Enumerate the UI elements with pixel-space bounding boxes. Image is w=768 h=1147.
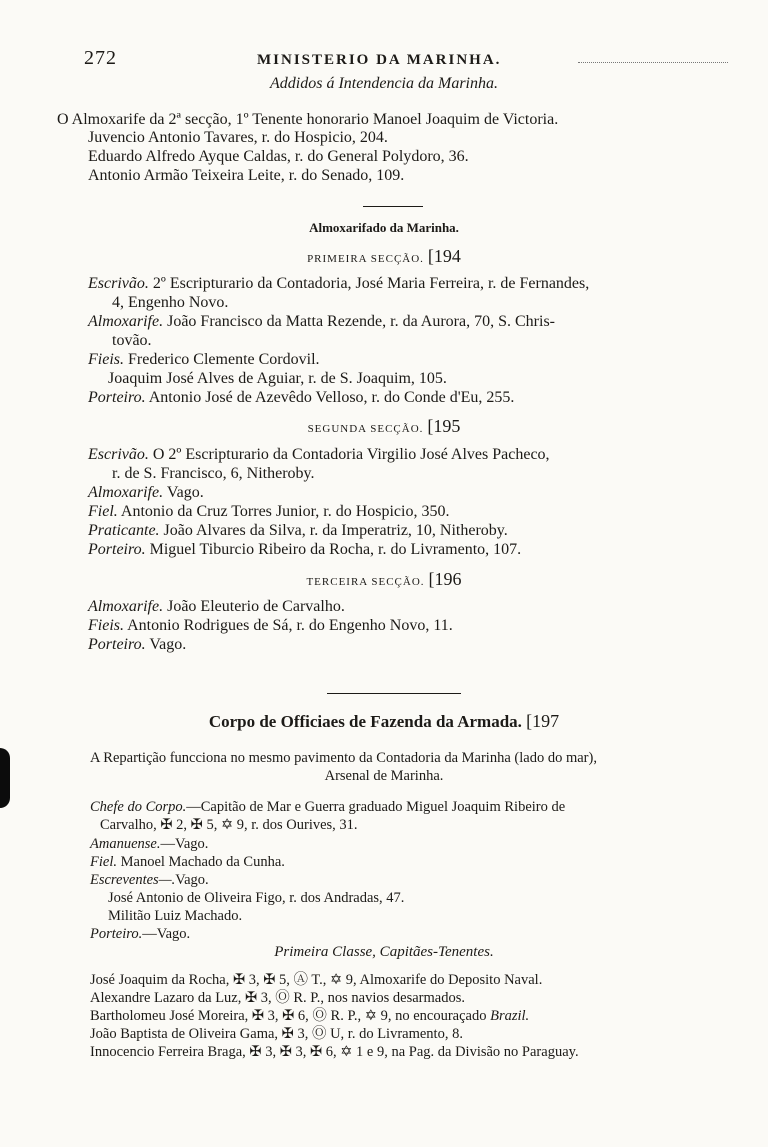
entry-text: —Vago. [142,926,191,942]
entry-line [88,635,186,655]
entry-text: Antonio José de Azevêdo Velloso, r. do Conde d'Eu, 255. [148,389,515,406]
corpo-intro: Arsenal de Marinha. [324,768,444,784]
entry-line [88,274,589,294]
porteiro-line [90,924,190,944]
adidos-heading: Addidos á Intendencia da Marinha. [270,75,498,92]
entry-label: Chefe do Corpo. [90,799,187,815]
entry-line [88,445,550,465]
entry-line [88,483,204,503]
escrevente-item: José Antonio de Oliveira Figo, r. dos Andradas, 47. [108,890,405,906]
seccao-ref: [196 [428,569,462,589]
entry-text: 2º Escripturario da Contadoria, José Maria Ferreira, r. de Fernandes, [152,275,590,292]
page-number: 272 [84,47,117,69]
running-title: MINISTERIO DA MARINHA. [257,52,502,68]
entry-line [88,616,453,636]
section-rule [327,693,461,694]
classe-entry: José Joaquim da Rocha, ✠ 3, ✠ 5, Ⓐ T., ✡ 9, Almoxarife do Deposito Naval. [90,972,543,988]
entry-text: João Alvares da Silva, r. da Imperatriz, 10, Nitheroby. [163,522,508,539]
seccao-title-text: TERCEIRA SECÇÃO. [306,576,425,588]
corpo-heading-line [0,711,768,732]
escrevente-item: Militão Luiz Machado. [108,908,243,924]
entry-line [88,597,345,617]
entry-label: Almoxarife. [88,598,164,615]
segunda-seccao-title [0,416,768,439]
fiel-line [90,852,285,872]
adidos-line: Eduardo Alfredo Ayque Caldas, r. do General Polydoro, 36. [88,148,469,165]
entry-text: —Vago. [160,836,209,852]
entry-line [88,312,555,332]
almoxarifado-heading: Almoxarifado da Marinha. [309,220,459,235]
entry-label: Fieis. [88,351,124,368]
classe-entry: Alexandre Lazaro da Luz, ✠ 3, Ⓞ R. P., nos navios desarmados. [90,990,465,1006]
primeira-seccao-title [0,246,768,269]
escreventes-line [90,870,209,890]
entry-line [88,502,449,522]
classe-entry [90,1006,529,1026]
terceira-seccao-title [0,569,768,592]
classe-heading: Primeira Classe, Capitães-Tenentes. [274,944,494,960]
entry-text: Vago. [166,484,204,501]
entry-line [88,521,508,541]
corpo-ref: [197 [526,711,560,731]
entry-label: Escrivão. [88,275,149,292]
entry-label: Escrivão. [88,446,149,463]
entry-label: Fiel. [90,854,117,870]
adidos-line: Antonio Armão Teixeira Leite, r. do Senado, 109. [88,167,405,184]
entry-line [88,388,514,408]
entry-label: Almoxarife. [88,313,164,330]
seccao-title-text: PRIMEIRA SECÇÃO. [307,253,424,265]
entry-label: Porteiro. [90,926,143,942]
entry-continuation: Carvalho, ✠ 2, ✠ 5, ✡ 9, r. dos Ourives, 31. [100,817,358,833]
entry-label: Porteiro. [88,636,146,653]
entry-text: Miguel Tiburcio Ribeiro da Rocha, r. do Livramento, 107. [149,541,522,558]
entry-continuation: tovão. [112,332,152,349]
classe-entry: João Baptista de Oliveira Gama, ✠ 3, Ⓞ U, r. do Livramento, 8. [90,1026,463,1042]
chefe-line [90,797,565,817]
amanuense-line [90,834,208,854]
entry-text: Bartholomeu José Moreira, ✠ 3, ✠ 6, Ⓞ R. P., ✡ 9, no encouraçado [90,1008,487,1024]
adidos-line: O Almoxarife da 2ª secção, 1º Tenente honorario Manoel Joaquim de Victoria. [57,111,559,128]
seccao-title-text: SEGUNDA SECÇÃO. [307,423,424,435]
section-rule [363,206,423,207]
classe-entry: Innocencio Ferreira Braga, ✠ 3, ✠ 3, ✠ 6, ✡ 1 e 9, na Pag. da Divisão no Paraguay. [90,1044,579,1060]
entry-label: Porteiro. [88,389,146,406]
entry-label: Almoxarife. [88,484,164,501]
entry-text: Vago. [175,872,209,888]
header-dotted-rule [578,62,728,63]
entry-label: Amanuense. [90,836,161,852]
entry-text: —Capitão de Mar e Guerra graduado Miguel Joaquim Ribeiro de [186,799,566,815]
entry-text: Manoel Machado da Cunha. [120,854,285,870]
entry-label: Fieis. [88,617,124,634]
entry-label: Escreventes—. [90,872,176,888]
seccao-ref: [195 [427,416,461,436]
corpo-heading: Corpo de Officiaes de Fazenda da Armada. [208,712,522,731]
entry-text: Antonio Rodrigues de Sá, r. do Engenho Novo, 11. [127,617,453,634]
entry-text: João Eleuterio de Carvalho. [167,598,345,615]
seccao-ref: [194 [427,246,461,266]
entry-text: Vago. [149,636,187,653]
corpo-intro: A Repartição funcciona no mesmo pavimento da Contadoria da Marinha (lado do mar), [90,750,597,766]
adidos-line: Juvencio Antonio Tavares, r. do Hospicio, 204. [88,129,388,146]
entry-label: Porteiro. [88,541,146,558]
entry-line [108,369,447,389]
entry-text: Antonio da Cruz Torres Junior, r. do Hospicio, 350. [120,503,450,520]
entry-line [88,350,320,370]
entry-text: Frederico Clemente Cordovil. [128,351,320,368]
ship-name: Brazil. [490,1008,530,1024]
entry-text: O 2º Escripturario da Contadoria Virgilio José Alves Pacheco, [152,446,550,463]
entry-continuation: r. de S. Francisco, 6, Nitheroby. [112,465,315,482]
entry-label: Praticante. [88,522,160,539]
entry-continuation: 4, Engenho Novo. [112,294,229,311]
entry-text: João Francisco da Matta Rezende, r. da Aurora, 70, S. Chris- [167,313,555,330]
entry-text: Joaquim José Alves de Aguiar, r. de S. Joaquim, 105. [108,370,447,387]
entry-line [88,540,521,560]
entry-label: Fiel. [88,503,118,520]
